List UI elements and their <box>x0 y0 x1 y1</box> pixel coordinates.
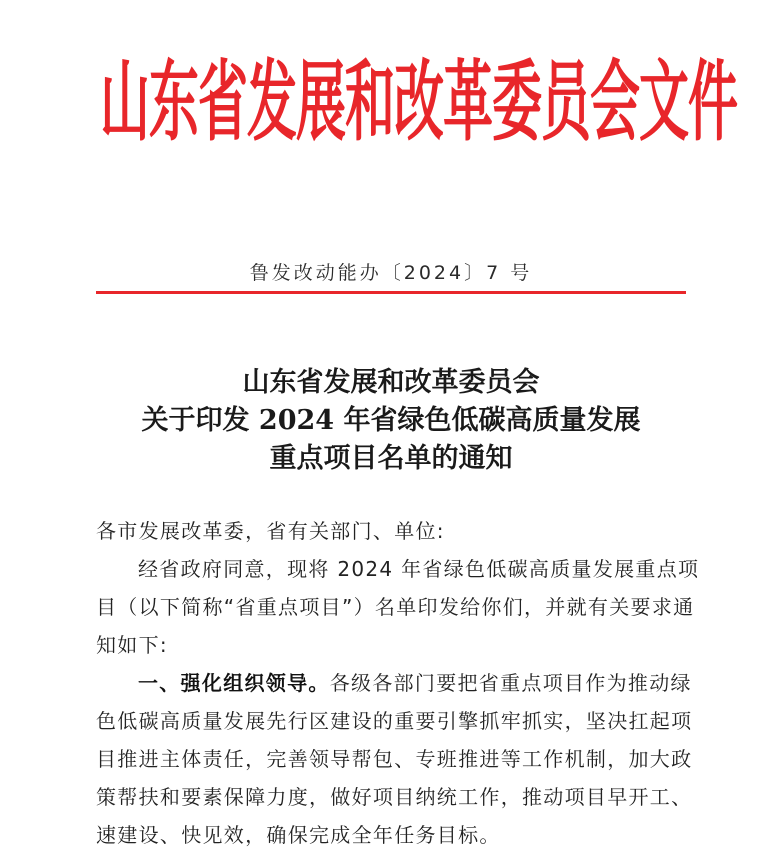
red-divider-rule <box>96 291 686 294</box>
title-line-2: 关于印发 2024 年省绿色低碳高质量发展 <box>141 405 641 436</box>
section-1-first-line <box>96 664 696 702</box>
intro-line-2: 目（以下简称“省重点项目”）名单印发给你们，并就有关要求通 <box>96 595 695 619</box>
document-number: 鲁发改动能办〔2024〕7 号 <box>249 262 533 284</box>
document-body <box>96 512 700 854</box>
title-line-1: 山东省发展和改革委员会 <box>242 367 540 398</box>
section-1-line-3: 目推进主体责任，完善领导帮包、专班推进等工作机制，加大政 <box>96 747 693 771</box>
salutation: 各市发展改革委，省有关部门、单位: <box>96 519 445 543</box>
section-1-heading: 一、强化组织领导。 <box>138 671 330 695</box>
intro-line-3: 知如下: <box>96 633 168 657</box>
section-1-line-2: 色低碳高质量发展先行区建设的重要引擎抓牢抓实，坚决扛起项 <box>96 709 693 733</box>
title-line-3: 重点项目名单的通知 <box>269 443 513 474</box>
section-1-line-4: 策帮扶和要素保障力度，做好项目纳统工作，推动项目早开工、 <box>96 785 693 809</box>
intro-line-1: 经省政府同意，现将 2024 年省绿色低碳高质量发展重点项 <box>138 557 700 581</box>
section-1-first-line-text: 各级各部门要把省重点项目作为推动绿 <box>329 671 692 695</box>
section-1-line-5: 速建设、快见效，确保完成全年任务目标。 <box>96 823 501 847</box>
issuer-header-title: 山东省发展和改革委员会文件 <box>100 49 737 153</box>
document-title <box>96 364 686 478</box>
